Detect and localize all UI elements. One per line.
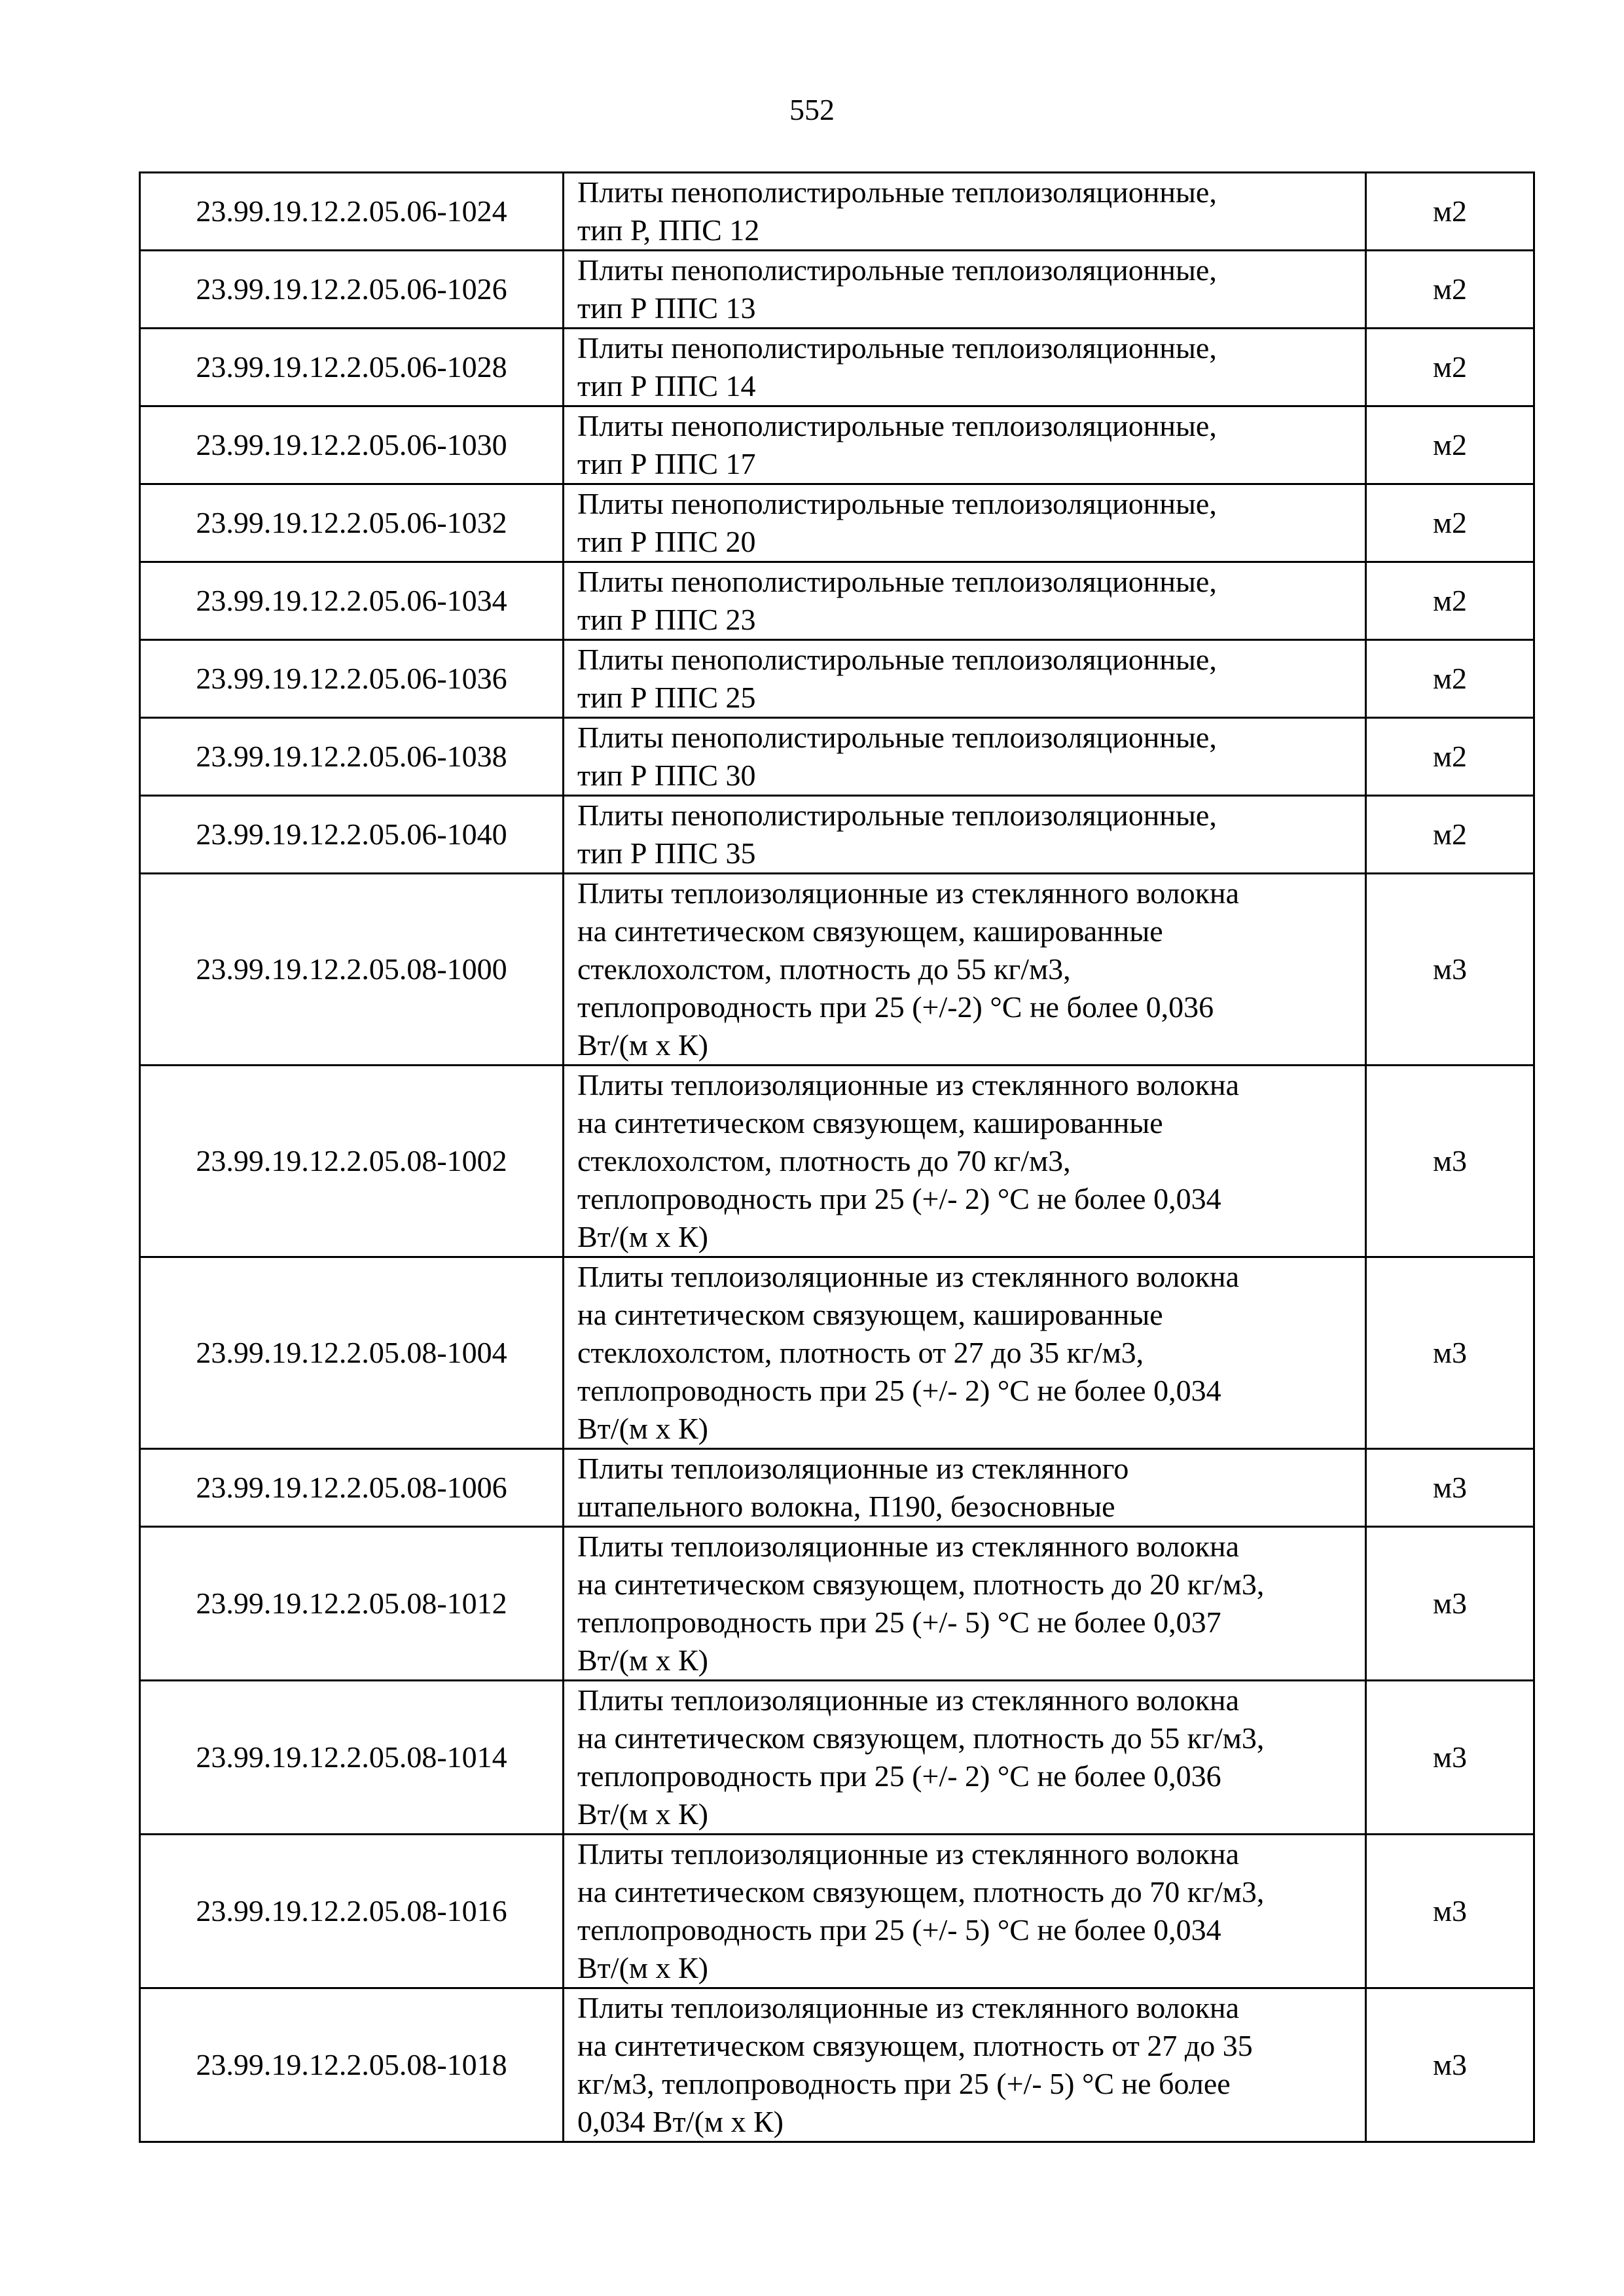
table-row bbox=[140, 1835, 1534, 1988]
unit-cell: м2 bbox=[1366, 640, 1534, 718]
resource-name-line: Плиты теплоизоляционные из стеклянного волокна bbox=[577, 1068, 1239, 1102]
resource-name-line: Плиты теплоизоляционные из стеклянного волокна bbox=[577, 1837, 1239, 1871]
resource-name-line: теплопроводность при 25 (+/- 2) °С не более 0,034 bbox=[577, 1374, 1221, 1407]
resource-name-line: Плиты теплоизоляционные из стеклянного волокна bbox=[577, 1530, 1239, 1563]
resource-name-cell bbox=[564, 1527, 1366, 1681]
resource-name-line: теплопроводность при 25 (+/- 2) °С не более 0,034 bbox=[577, 1182, 1221, 1215]
resource-name-cell bbox=[564, 1988, 1366, 2142]
resource-name-line: Плиты пенополистирольные теплоизоляционные, bbox=[577, 487, 1217, 520]
resource-name-line: Вт/(м х К) bbox=[577, 1951, 708, 1984]
resource-name-line: стеклохолстом, плотность до 70 кг/м3, bbox=[577, 1144, 1071, 1177]
table-row bbox=[140, 484, 1534, 562]
table-row bbox=[140, 1257, 1534, 1449]
resource-name-line: Плиты пенополистирольные теплоизоляционные, bbox=[577, 409, 1217, 442]
resource-name-line: теплопроводность при 25 (+/- 5) °С не более 0,037 bbox=[577, 1605, 1221, 1639]
resource-name-line: Плиты пенополистирольные теплоизоляционные, bbox=[577, 565, 1217, 598]
resource-code-cell: 23.99.19.12.2.05.06-1036 bbox=[140, 640, 564, 718]
resource-code-cell: 23.99.19.12.2.05.06-1030 bbox=[140, 406, 564, 484]
resource-code-cell: 23.99.19.12.2.05.06-1034 bbox=[140, 562, 564, 640]
resource-code-cell: 23.99.19.12.2.05.08-1014 bbox=[140, 1681, 564, 1835]
resource-name-line: на синтетическом связующем, плотность до 70 кг/м3, bbox=[577, 1875, 1265, 1909]
materials-table-body bbox=[140, 173, 1534, 2142]
resource-name-line: Вт/(м х К) bbox=[577, 1220, 708, 1253]
resource-name-line: на синтетическом связующем, кашированные bbox=[577, 1106, 1163, 1139]
resource-code-cell: 23.99.19.12.2.05.08-1006 bbox=[140, 1449, 564, 1527]
resource-name-line: тип Р, ППС 12 bbox=[577, 213, 760, 247]
unit-cell: м3 bbox=[1366, 1527, 1534, 1681]
resource-name-cell bbox=[564, 251, 1366, 329]
resource-name-line: Плиты пенополистирольные теплоизоляционные, bbox=[577, 798, 1217, 832]
table-row bbox=[140, 1681, 1534, 1835]
resource-name-line: на синтетическом связующем, кашированные bbox=[577, 1298, 1163, 1331]
resource-name-line: Плиты теплоизоляционные из стеклянного волокна bbox=[577, 1991, 1239, 2024]
unit-cell: м2 bbox=[1366, 484, 1534, 562]
resource-name-line: Вт/(м х К) bbox=[577, 1028, 708, 1062]
resource-name-cell bbox=[564, 406, 1366, 484]
resource-name-line: на синтетическом связующем, плотность до 55 кг/м3, bbox=[577, 1721, 1265, 1755]
resource-name-cell bbox=[564, 640, 1366, 718]
unit-cell: м3 bbox=[1366, 1449, 1534, 1527]
resource-name-cell bbox=[564, 1066, 1366, 1257]
resource-code-cell: 23.99.19.12.2.05.06-1038 bbox=[140, 718, 564, 796]
resource-name-line: Вт/(м х К) bbox=[577, 1797, 708, 1831]
resource-name-line: Плиты теплоизоляционные из стеклянного волокна bbox=[577, 1260, 1239, 1293]
table-row bbox=[140, 1988, 1534, 2142]
resource-name-cell bbox=[564, 1835, 1366, 1988]
resource-name-line: на синтетическом связующем, кашированные bbox=[577, 914, 1163, 948]
table-row bbox=[140, 1449, 1534, 1527]
resource-code-cell: 23.99.19.12.2.05.06-1032 bbox=[140, 484, 564, 562]
resource-name-line: тип Р ППС 25 bbox=[577, 681, 756, 714]
resource-name-line: тип Р ППС 35 bbox=[577, 836, 756, 870]
unit-cell: м2 bbox=[1366, 251, 1534, 329]
table-row bbox=[140, 874, 1534, 1066]
resource-name-cell bbox=[564, 1681, 1366, 1835]
table-row bbox=[140, 173, 1534, 251]
resource-name-line: Плиты пенополистирольные теплоизоляционные, bbox=[577, 643, 1217, 676]
resource-code-cell: 23.99.19.12.2.05.08-1016 bbox=[140, 1835, 564, 1988]
unit-cell: м3 bbox=[1366, 1835, 1534, 1988]
resource-name-line: Плиты пенополистирольные теплоизоляционные, bbox=[577, 175, 1217, 209]
resource-name-line: Плиты теплоизоляционные из стеклянного волокна bbox=[577, 1683, 1239, 1717]
resource-name-line: Плиты пенополистирольные теплоизоляционные, bbox=[577, 721, 1217, 754]
resource-name-line: кг/м3, теплопроводность при 25 (+/- 5) °С не более bbox=[577, 2067, 1231, 2100]
unit-cell: м2 bbox=[1366, 173, 1534, 251]
unit-cell: м2 bbox=[1366, 329, 1534, 406]
unit-cell: м3 bbox=[1366, 1988, 1534, 2142]
resource-code-cell: 23.99.19.12.2.05.06-1026 bbox=[140, 251, 564, 329]
unit-cell: м2 bbox=[1366, 406, 1534, 484]
table-row bbox=[140, 562, 1534, 640]
unit-cell: м3 bbox=[1366, 1066, 1534, 1257]
resource-name-line: Плиты пенополистирольные теплоизоляционные, bbox=[577, 331, 1217, 365]
unit-cell: м3 bbox=[1366, 874, 1534, 1066]
resource-code-cell: 23.99.19.12.2.05.06-1028 bbox=[140, 329, 564, 406]
resource-name-cell bbox=[564, 562, 1366, 640]
resource-name-line: Плиты пенополистирольные теплоизоляционные, bbox=[577, 253, 1217, 287]
resource-name-line: Плиты теплоизоляционные из стеклянного волокна bbox=[577, 876, 1239, 910]
unit-cell: м3 bbox=[1366, 1257, 1534, 1449]
resource-name-line: Плиты теплоизоляционные из стеклянного bbox=[577, 1452, 1129, 1485]
table-row bbox=[140, 406, 1534, 484]
unit-cell: м2 bbox=[1366, 562, 1534, 640]
resource-name-cell bbox=[564, 718, 1366, 796]
table-row bbox=[140, 251, 1534, 329]
resource-code-cell: 23.99.19.12.2.05.08-1004 bbox=[140, 1257, 564, 1449]
unit-cell: м2 bbox=[1366, 718, 1534, 796]
table-row bbox=[140, 1527, 1534, 1681]
resource-name-line: тип Р ППС 30 bbox=[577, 759, 756, 792]
resource-code-cell: 23.99.19.12.2.05.08-1012 bbox=[140, 1527, 564, 1681]
resource-code-cell: 23.99.19.12.2.05.06-1024 bbox=[140, 173, 564, 251]
resource-name-cell bbox=[564, 1257, 1366, 1449]
resource-name-line: Вт/(м х К) bbox=[577, 1643, 708, 1677]
resource-name-cell bbox=[564, 1449, 1366, 1527]
table-row bbox=[140, 640, 1534, 718]
unit-cell: м2 bbox=[1366, 796, 1534, 874]
resource-name-cell bbox=[564, 173, 1366, 251]
resource-code-cell: 23.99.19.12.2.05.06-1040 bbox=[140, 796, 564, 874]
resource-name-cell bbox=[564, 796, 1366, 874]
resource-name-line: 0,034 Вт/(м х К) bbox=[577, 2105, 784, 2138]
resource-name-line: на синтетическом связующем, плотность от 27 до 35 bbox=[577, 2029, 1253, 2062]
resource-name-line: теплопроводность при 25 (+/-2) °С не более 0,036 bbox=[577, 990, 1214, 1024]
resource-code-cell: 23.99.19.12.2.05.08-1002 bbox=[140, 1066, 564, 1257]
resource-name-line: тип Р ППС 20 bbox=[577, 525, 756, 558]
table-row bbox=[140, 796, 1534, 874]
resource-name-line: теплопроводность при 25 (+/- 2) °С не более 0,036 bbox=[577, 1759, 1221, 1793]
table-row bbox=[140, 1066, 1534, 1257]
table-row bbox=[140, 329, 1534, 406]
materials-table bbox=[139, 171, 1535, 2143]
resource-name-line: на синтетическом связующем, плотность до 20 кг/м3, bbox=[577, 1568, 1265, 1601]
resource-name-line: теплопроводность при 25 (+/- 5) °С не более 0,034 bbox=[577, 1913, 1221, 1946]
resource-name-line: Вт/(м х К) bbox=[577, 1412, 708, 1445]
unit-cell: м3 bbox=[1366, 1681, 1534, 1835]
resource-name-cell bbox=[564, 329, 1366, 406]
resource-name-line: тип Р ППС 14 bbox=[577, 369, 756, 403]
resource-name-cell bbox=[564, 484, 1366, 562]
resource-code-cell: 23.99.19.12.2.05.08-1000 bbox=[140, 874, 564, 1066]
resource-name-line: тип Р ППС 23 bbox=[577, 603, 756, 636]
resource-name-line: стеклохолстом, плотность до 55 кг/м3, bbox=[577, 952, 1071, 986]
resource-name-line: тип Р ППС 17 bbox=[577, 447, 756, 480]
resource-name-cell bbox=[564, 874, 1366, 1066]
resource-code-cell: 23.99.19.12.2.05.08-1018 bbox=[140, 1988, 564, 2142]
resource-name-line: штапельного волокна, П190, безосновные bbox=[577, 1490, 1115, 1523]
resource-name-line: стеклохолстом, плотность от 27 до 35 кг/м3, bbox=[577, 1336, 1144, 1369]
page-number: 552 bbox=[789, 93, 835, 126]
resource-name-line: тип Р ППС 13 bbox=[577, 291, 756, 325]
table-row bbox=[140, 718, 1534, 796]
